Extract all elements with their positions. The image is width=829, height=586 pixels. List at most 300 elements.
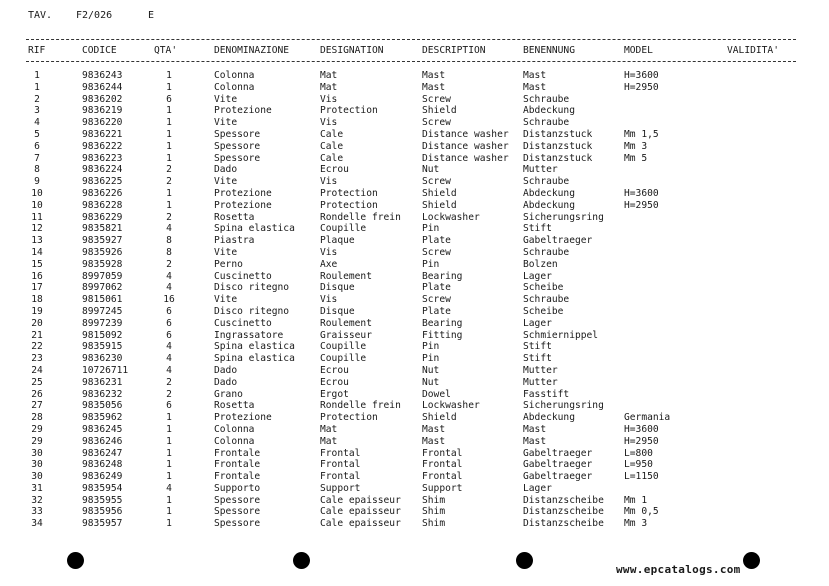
denominazione-cell: Protezione [214,412,272,424]
qta-cell: 1 [166,81,172,93]
designation-cell: Cale epaisseur [320,506,401,518]
codice-cell: 9835927 [82,235,123,247]
rif-cell: 28 [31,412,43,424]
codice-cell: 9836220 [82,117,123,129]
rif-cell: 23 [31,353,43,365]
designation-cell: Protection [320,105,378,117]
col-model: MODEL [624,45,653,56]
table-row [0,212,829,224]
table-row [0,282,829,294]
rif-cell: 26 [31,388,43,400]
benennung-cell: Schraube [523,117,570,129]
designation-cell: Ergot [320,388,349,400]
designation-cell: Graisseur [320,329,372,341]
designation-cell: Support [320,482,361,494]
codice-cell: 9836244 [82,81,123,93]
qta-cell: 4 [166,482,172,494]
qta-cell: 8 [166,246,172,258]
description-cell: Shield [422,105,457,117]
table-row [0,424,829,436]
model-cell: Mm 3 [624,518,648,530]
rif-cell: 27 [31,400,43,412]
description-cell: Shim [422,506,446,518]
benennung-cell: Mast [523,423,547,435]
benennung-cell: Distanzstuck [523,140,593,152]
table-row [0,129,829,141]
model-cell: Mm 1,5 [624,128,659,140]
qta-cell: 1 [166,70,172,81]
table-row [0,330,829,342]
designation-cell: Frontal [320,447,361,459]
designation-cell: Roulement [320,270,372,282]
designation-cell: Cale epaisseur [320,518,401,530]
description-cell: Fitting [422,329,463,341]
rif-cell: 11 [31,211,43,223]
qta-cell: 1 [166,423,172,435]
qta-cell: 1 [166,506,172,518]
denominazione-cell: Vite [214,117,238,129]
codice-cell: 9836219 [82,105,123,117]
description-cell: Mast [422,423,446,435]
description-cell: Mast [422,435,446,447]
table-row [0,82,829,94]
description-cell: Pin [422,353,440,365]
table-row [0,400,829,412]
codice-cell: 9836223 [82,152,123,164]
table-row [0,153,829,165]
denominazione-cell: Ingrassatore [214,329,284,341]
designation-cell: Vis [320,117,338,129]
rif-cell: 33 [31,506,43,518]
table-row [0,389,829,401]
qta-cell: 2 [166,388,172,400]
denominazione-cell: Spessore [214,128,261,140]
denominazione-cell: Vite [214,93,238,105]
table-row [0,188,829,200]
rif-cell: 29 [31,423,43,435]
designation-cell: Ecrou [320,164,349,176]
benennung-cell: Schraube [523,93,570,105]
table-row [0,471,829,483]
designation-cell: Protection [320,199,378,211]
rif-cell: 30 [31,471,43,483]
description-cell: Nut [422,376,440,388]
qta-cell: 1 [166,435,172,447]
denominazione-cell: Colonna [214,81,255,93]
rif-cell: 32 [31,494,43,506]
denominazione-cell: Frontale [214,471,261,483]
qta-cell: 16 [163,294,175,306]
benennung-cell: Abdeckung [523,412,575,424]
header-divider [26,61,796,62]
table-row [0,518,829,530]
benennung-cell: Lager [523,270,552,282]
rif-cell: 1 [34,81,40,93]
table-row [0,353,829,365]
qta-cell: 4 [166,270,172,282]
col-codice: CODICE [82,45,117,56]
description-cell: Dowel [422,388,451,400]
designation-cell: Frontal [320,459,361,471]
tav-label: TAV. [28,10,53,21]
benennung-cell: Gabeltraeger [523,459,593,471]
rif-cell: 9 [34,176,40,188]
codice-cell: 9836247 [82,447,123,459]
benennung-cell: Stift [523,223,552,235]
binder-hole [516,552,533,569]
benennung-cell: Scheibe [523,305,564,317]
benennung-cell: Distanzstuck [523,152,593,164]
rif-cell: 10 [31,187,43,199]
binder-hole [743,552,760,569]
table-row [0,506,829,518]
table-row [0,436,829,448]
col-rif: RIF [28,45,46,56]
table-row [0,94,829,106]
description-cell: Screw [422,117,451,129]
table-row [0,141,829,153]
rif-cell: 1 [34,70,40,81]
model-cell: H=2950 [624,435,659,447]
benennung-cell: Schraube [523,246,570,258]
designation-cell: Coupille [320,353,367,365]
table-row [0,365,829,377]
col-validita: VALIDITA' [727,45,779,56]
codice-cell: 9836245 [82,423,123,435]
rif-cell: 17 [31,282,43,294]
description-cell: Distance washer [422,152,509,164]
model-cell: L=1150 [624,471,659,483]
benennung-cell: Mast [523,435,547,447]
benennung-cell: Distanzscheibe [523,506,604,518]
table-row [0,459,829,471]
description-cell: Screw [422,294,451,306]
col-denominazione: DENOMINAZIONE [214,45,290,56]
qta-cell: 1 [166,447,172,459]
col-description: DESCRIPTION [422,45,486,56]
page-letter: E [148,10,155,21]
col-qta: QTA' [154,45,178,56]
designation-cell: Axe [320,258,338,270]
qta-cell: 6 [166,329,172,341]
rif-cell: 24 [31,364,43,376]
denominazione-cell: Piastra [214,235,255,247]
table-code: F2/026 [76,10,113,21]
designation-cell: Coupille [320,341,367,353]
table-row [0,117,829,129]
designation-cell: Ecrou [320,376,349,388]
rif-cell: 5 [34,128,40,140]
table-row [0,164,829,176]
table-row [0,412,829,424]
table-row [0,377,829,389]
rif-cell: 2 [34,93,40,105]
denominazione-cell: Protezione [214,187,272,199]
qta-cell: 1 [166,412,172,424]
denominazione-cell: Dado [214,376,238,388]
model-cell: H=2950 [624,199,659,211]
col-benennung: BENENNUNG [523,45,575,56]
benennung-cell: Gabeltraeger [523,447,593,459]
table-row [0,294,829,306]
designation-cell: Disque [320,282,355,294]
qta-cell: 2 [166,376,172,388]
table-row [0,271,829,283]
description-cell: Shim [422,518,446,530]
denominazione-cell: Protezione [214,199,272,211]
qta-cell: 2 [166,211,172,223]
qta-cell: 1 [166,494,172,506]
denominazione-cell: Dado [214,364,238,376]
table-row [0,341,829,353]
rif-cell: 4 [34,117,40,129]
qta-cell: 6 [166,317,172,329]
parts-list [0,70,829,530]
denominazione-cell: Vite [214,294,238,306]
qta-cell: 1 [166,128,172,140]
model-cell: L=950 [624,459,653,471]
codice-cell: 9836202 [82,93,123,105]
description-cell: Pin [422,258,440,270]
designation-cell: Vis [320,246,338,258]
rif-cell: 6 [34,140,40,152]
table-row [0,495,829,507]
qta-cell: 2 [166,258,172,270]
denominazione-cell: Cuscinetto [214,317,272,329]
qta-cell: 1 [166,459,172,471]
table-row [0,105,829,117]
benennung-cell: Distanzstuck [523,128,593,140]
model-cell: H=2950 [624,81,659,93]
codice-cell: 9836229 [82,211,123,223]
denominazione-cell: Dado [214,164,238,176]
benennung-cell: Mutter [523,364,558,376]
codice-cell: 9815092 [82,329,123,341]
codice-cell: 9835821 [82,223,123,235]
description-cell: Frontal [422,459,463,471]
codice-cell: 9836221 [82,128,123,140]
codice-cell: 9835056 [82,400,123,412]
designation-cell: Disque [320,305,355,317]
designation-cell: Plaque [320,235,355,247]
rif-cell: 3 [34,105,40,117]
model-cell: Mm 5 [624,152,648,164]
description-cell: Mast [422,70,446,81]
codice-cell: 9835915 [82,341,123,353]
qta-cell: 1 [166,152,172,164]
table-row [0,70,829,82]
qta-cell: 2 [166,164,172,176]
table-row [0,259,829,271]
qta-cell: 2 [166,176,172,188]
model-cell: H=3600 [624,70,659,81]
denominazione-cell: Spessore [214,494,261,506]
benennung-cell: Schmiernippel [523,329,599,341]
denominazione-cell: Colonna [214,70,255,81]
codice-cell: 8997059 [82,270,123,282]
rif-cell: 12 [31,223,43,235]
denominazione-cell: Spina elastica [214,353,295,365]
table-row [0,306,829,318]
qta-cell: 1 [166,187,172,199]
denominazione-cell: Supporto [214,482,261,494]
designation-cell: Vis [320,176,338,188]
description-cell: Mast [422,81,446,93]
codice-cell: 9835962 [82,412,123,424]
codice-cell: 9836232 [82,388,123,400]
table-row [0,318,829,330]
denominazione-cell: Spessore [214,506,261,518]
description-cell: Nut [422,164,440,176]
designation-cell: Mat [320,435,338,447]
codice-cell: 8997062 [82,282,123,294]
model-cell: L=800 [624,447,653,459]
qta-cell: 1 [166,518,172,530]
codice-cell: 9835926 [82,246,123,258]
designation-cell: Mat [320,70,338,81]
description-cell: Lockwasher [422,211,480,223]
codice-cell: 8997239 [82,317,123,329]
denominazione-cell: Disco ritegno [214,305,290,317]
rif-cell: 14 [31,246,43,258]
description-cell: Lockwasher [422,400,480,412]
benennung-cell: Distanzscheibe [523,494,604,506]
rif-cell: 13 [31,235,43,247]
denominazione-cell: Rosetta [214,400,255,412]
denominazione-cell: Colonna [214,435,255,447]
rif-cell: 7 [34,152,40,164]
denominazione-cell: Frontale [214,447,261,459]
qta-cell: 4 [166,282,172,294]
codice-cell: 9835955 [82,494,123,506]
denominazione-cell: Spessore [214,152,261,164]
table-row [0,235,829,247]
benennung-cell: Mast [523,70,547,81]
codice-cell: 9836226 [82,187,123,199]
binder-hole [293,552,310,569]
codice-cell: 9836228 [82,199,123,211]
description-cell: Plate [422,305,451,317]
benennung-cell: Lager [523,482,552,494]
description-cell: Pin [422,223,440,235]
rif-cell: 19 [31,305,43,317]
website-watermark: www.epcatalogs.com [616,563,741,576]
qta-cell: 4 [166,223,172,235]
benennung-cell: Gabeltraeger [523,235,593,247]
rif-cell: 22 [31,341,43,353]
rif-cell: 20 [31,317,43,329]
benennung-cell: Stift [523,341,552,353]
rif-cell: 30 [31,447,43,459]
denominazione-cell: Rosetta [214,211,255,223]
table-row [0,247,829,259]
codice-cell: 8997245 [82,305,123,317]
denominazione-cell: Perno [214,258,243,270]
qta-cell: 4 [166,353,172,365]
rif-cell: 15 [31,258,43,270]
benennung-cell: Fasstift [523,388,570,400]
rif-cell: 16 [31,270,43,282]
rif-cell: 31 [31,482,43,494]
denominazione-cell: Vite [214,176,238,188]
benennung-cell: Abdeckung [523,199,575,211]
designation-cell: Roulement [320,317,372,329]
benennung-cell: Scheibe [523,282,564,294]
codice-cell: 9836231 [82,376,123,388]
benennung-cell: Schraube [523,294,570,306]
benennung-cell: Gabeltraeger [523,471,593,483]
designation-cell: Vis [320,93,338,105]
model-cell: Mm 0,5 [624,506,659,518]
codice-cell: 9835957 [82,518,123,530]
benennung-cell: Sicherungsring [523,211,604,223]
description-cell: Plate [422,282,451,294]
codice-cell: 9836224 [82,164,123,176]
codice-cell: 9836248 [82,459,123,471]
codice-cell: 9815061 [82,294,123,306]
qta-cell: 1 [166,117,172,129]
denominazione-cell: Frontale [214,459,261,471]
description-cell: Screw [422,176,451,188]
benennung-cell: Abdeckung [523,105,575,117]
description-cell: Shim [422,494,446,506]
designation-cell: Mat [320,423,338,435]
codice-cell: 9836243 [82,70,123,81]
denominazione-cell: Spina elastica [214,223,295,235]
benennung-cell: Bolzen [523,258,558,270]
rif-cell: 34 [31,518,43,530]
codice-cell: 9836222 [82,140,123,152]
qta-cell: 1 [166,140,172,152]
table-row [0,200,829,212]
qta-cell: 1 [166,105,172,117]
benennung-cell: Mutter [523,164,558,176]
qta-cell: 1 [166,471,172,483]
description-cell: Shield [422,187,457,199]
rif-cell: 8 [34,164,40,176]
designation-cell: Cale [320,152,344,164]
qta-cell: 6 [166,400,172,412]
denominazione-cell: Colonna [214,423,255,435]
benennung-cell: Schraube [523,176,570,188]
benennung-cell: Mast [523,81,547,93]
description-cell: Frontal [422,471,463,483]
qta-cell: 4 [166,341,172,353]
rif-cell: 10 [31,199,43,211]
denominazione-cell: Vite [214,246,238,258]
model-cell: Germania [624,412,671,424]
denominazione-cell: Disco ritegno [214,282,290,294]
description-cell: Screw [422,93,451,105]
rif-cell: 25 [31,376,43,388]
designation-cell: Rondelle frein [320,211,401,223]
designation-cell: Ecrou [320,364,349,376]
table-row [0,223,829,235]
benennung-cell: Stift [523,353,552,365]
designation-cell: Mat [320,81,338,93]
denominazione-cell: Protezione [214,105,272,117]
col-designation: DESIGNATION [320,45,384,56]
rif-cell: 18 [31,294,43,306]
top-divider [26,39,796,40]
binder-hole [67,552,84,569]
qta-cell: 6 [166,93,172,105]
description-cell: Bearing [422,317,463,329]
denominazione-cell: Spessore [214,518,261,530]
benennung-cell: Abdeckung [523,187,575,199]
designation-cell: Protection [320,412,378,424]
description-cell: Plate [422,235,451,247]
